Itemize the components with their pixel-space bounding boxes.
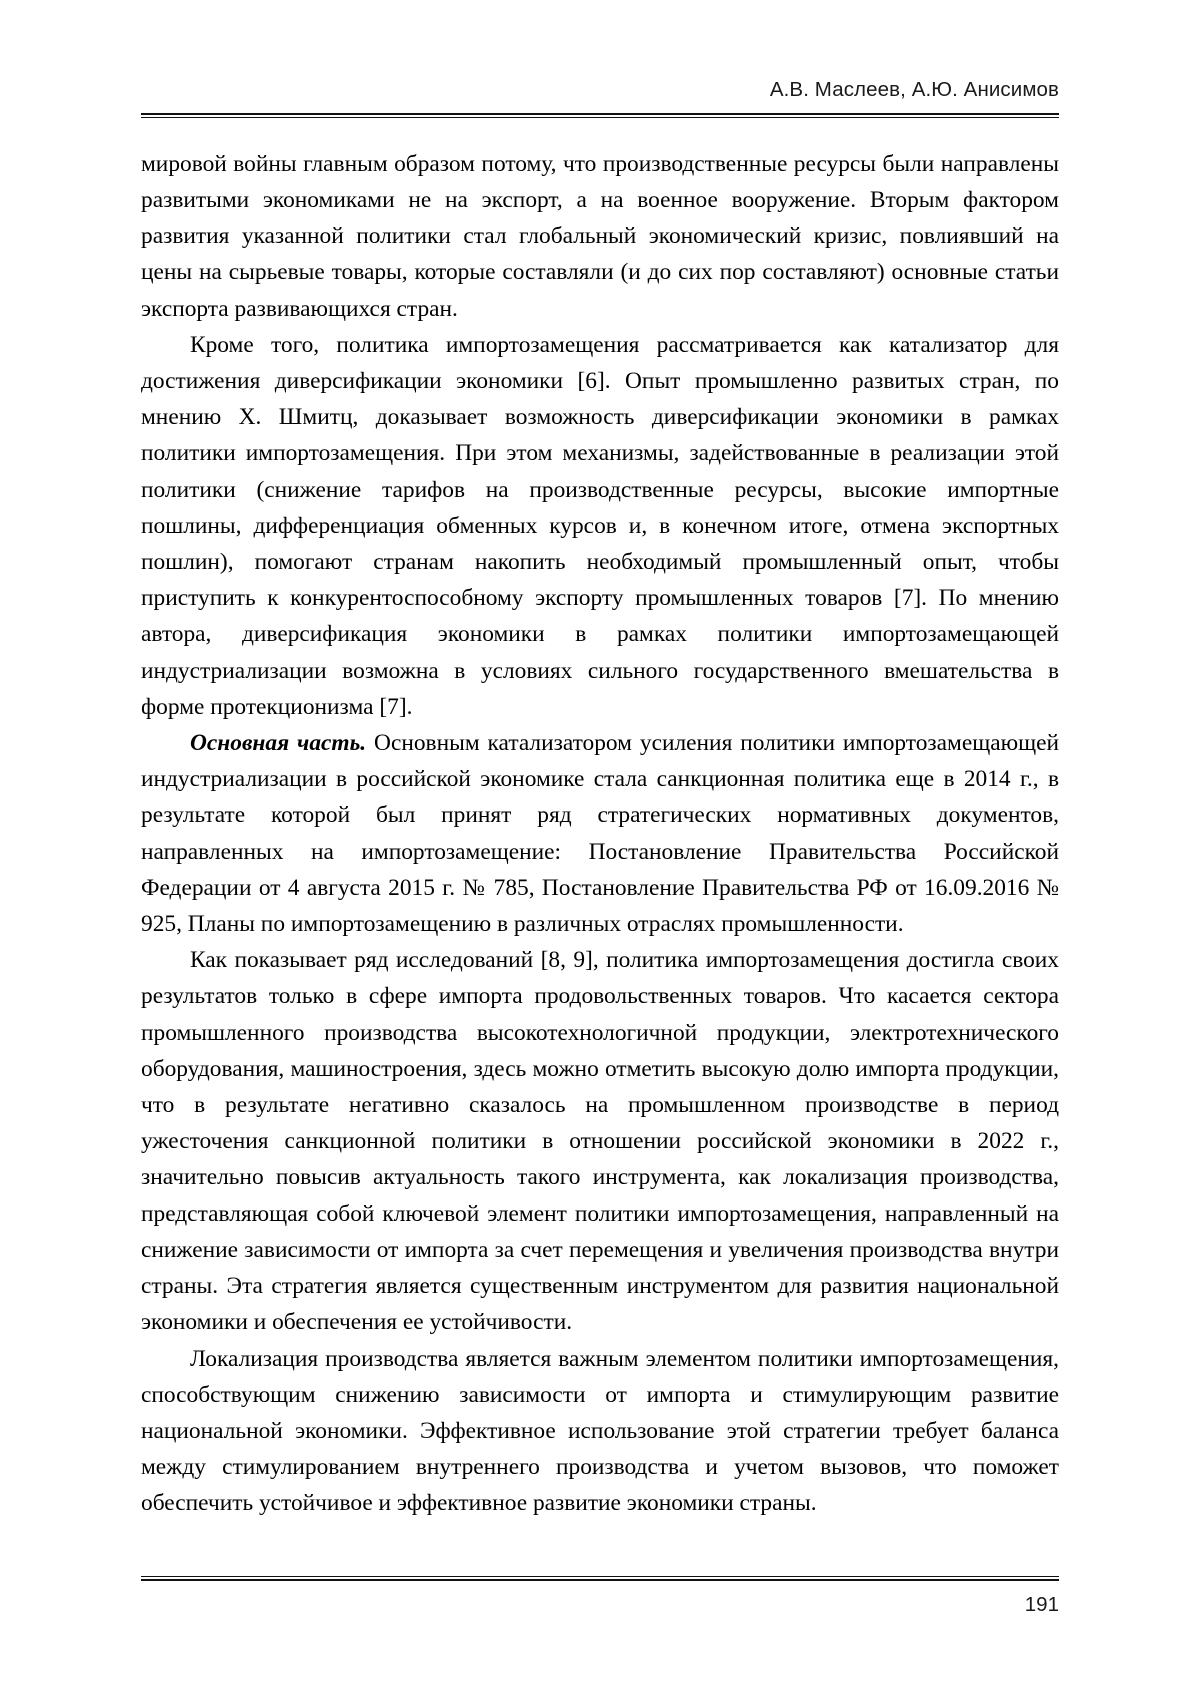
paragraph-text: Локализация производства является важным элементом политики импортозамещения, способствующим снижению зависимости от импорта и стимулирующим развитие национальной экономики. Эффективное использование этой стратегии требует баланса между стимулированием внутреннего производства и учетом вызовов, что поможет обеспечить устойчивое и эффективное развитие экономики страны. [141, 1345, 1059, 1517]
running-head-authors: А.В. Маслеев, А.Ю. Анисимов [769, 78, 1059, 101]
paragraph-text: Как показывает ряд исследований [8, 9], политика импортозамещения достигла своих результатов только в сфере импорта продовольственных товаров. Что касается сектора промышленного производства высокотехнологичной продукции, электротехнического оборудования, машиностроения, здесь можно отметить высокую долю импорта продукции, что в результате негативно сказалось на промышленном производстве в период ужесточения санкционной политики в отношении российской экономики в 2022 г., значительно повысив актуальность такого инструмента, как локализация производства, представляющая собой ключевой элемент политики импортозамещения, направленный на снижение зависимости от импорта за счет перемещения и увеличения производства внутри страны. Эта стратегия является существенным инструментом для развития национальной экономики и обеспечения ее устойчивости. [141, 947, 1059, 1336]
page-footer [141, 1576, 1059, 1617]
paragraph-text: мировой войны главным образом потому, что производственные ресурсы были направлены развитыми экономиками не на экспорт, а на военное вооружение. Вторым фактором развития указанной политики стал глобальный экономический кризис, повлиявший на цены на сырьевые товары, которые составляли (и до сих пор составляют) основные статьи экспорта развивающихся стран. [141, 150, 1059, 322]
paragraph-text: Кроме того, политика импортозамещения рассматривается как катализатор для достижения диверсификации экономики [6]. Опыт промышленно развитых стран, по мнению Х. Шмитц, доказывает возможность диверсификации экономики в рамках политики импортозамещения. При этом механизмы, задействованные в реализации этой политики (снижение тарифов на производственные ресурсы, высокие импортные пошлины, дифференциация обменных курсов и, в конечном итоге, отмена экспортных пошлин), помогают странам накопить необходимый промышленный опыт, чтобы приступить к конкурентоспособному экспорту промышленных товаров [7]. По мнению автора, диверсификация экономики в рамках политики импортозамещающей индустриализации возможна в условиях сильного государственного вмешательства в форме протекционизма [7]. [141, 331, 1059, 720]
running-head [141, 78, 1059, 113]
paragraph [141, 942, 1059, 1340]
paragraph [141, 146, 1059, 327]
paragraph-text: Основным катализатором усиления политики импортозамещающей индустриализации в российской экономике стала санкционная политика еще в 2014 г., в результате которой был принят ряд стратегических нормативных документов, направленных на импортозамещение: Постановление Правительства Российской Федерации от 4 августа 2015 г. № 785, Постановление Правительства РФ от 16.09.2016 № 925, Планы по импортозамещению в различных отраслях промышленности. [141, 730, 1059, 938]
paragraph [141, 327, 1059, 725]
page-content [141, 78, 1059, 1522]
paragraph [141, 725, 1059, 942]
header-rule-thick [141, 113, 1059, 115]
paragraph [141, 1341, 1059, 1522]
footer-rule-thin [141, 1576, 1059, 1577]
run-in-heading: Основная часть. [190, 730, 367, 757]
page-number: 191 [1024, 1593, 1059, 1616]
header-rule-thin [141, 117, 1059, 118]
article-body [141, 146, 1059, 1522]
